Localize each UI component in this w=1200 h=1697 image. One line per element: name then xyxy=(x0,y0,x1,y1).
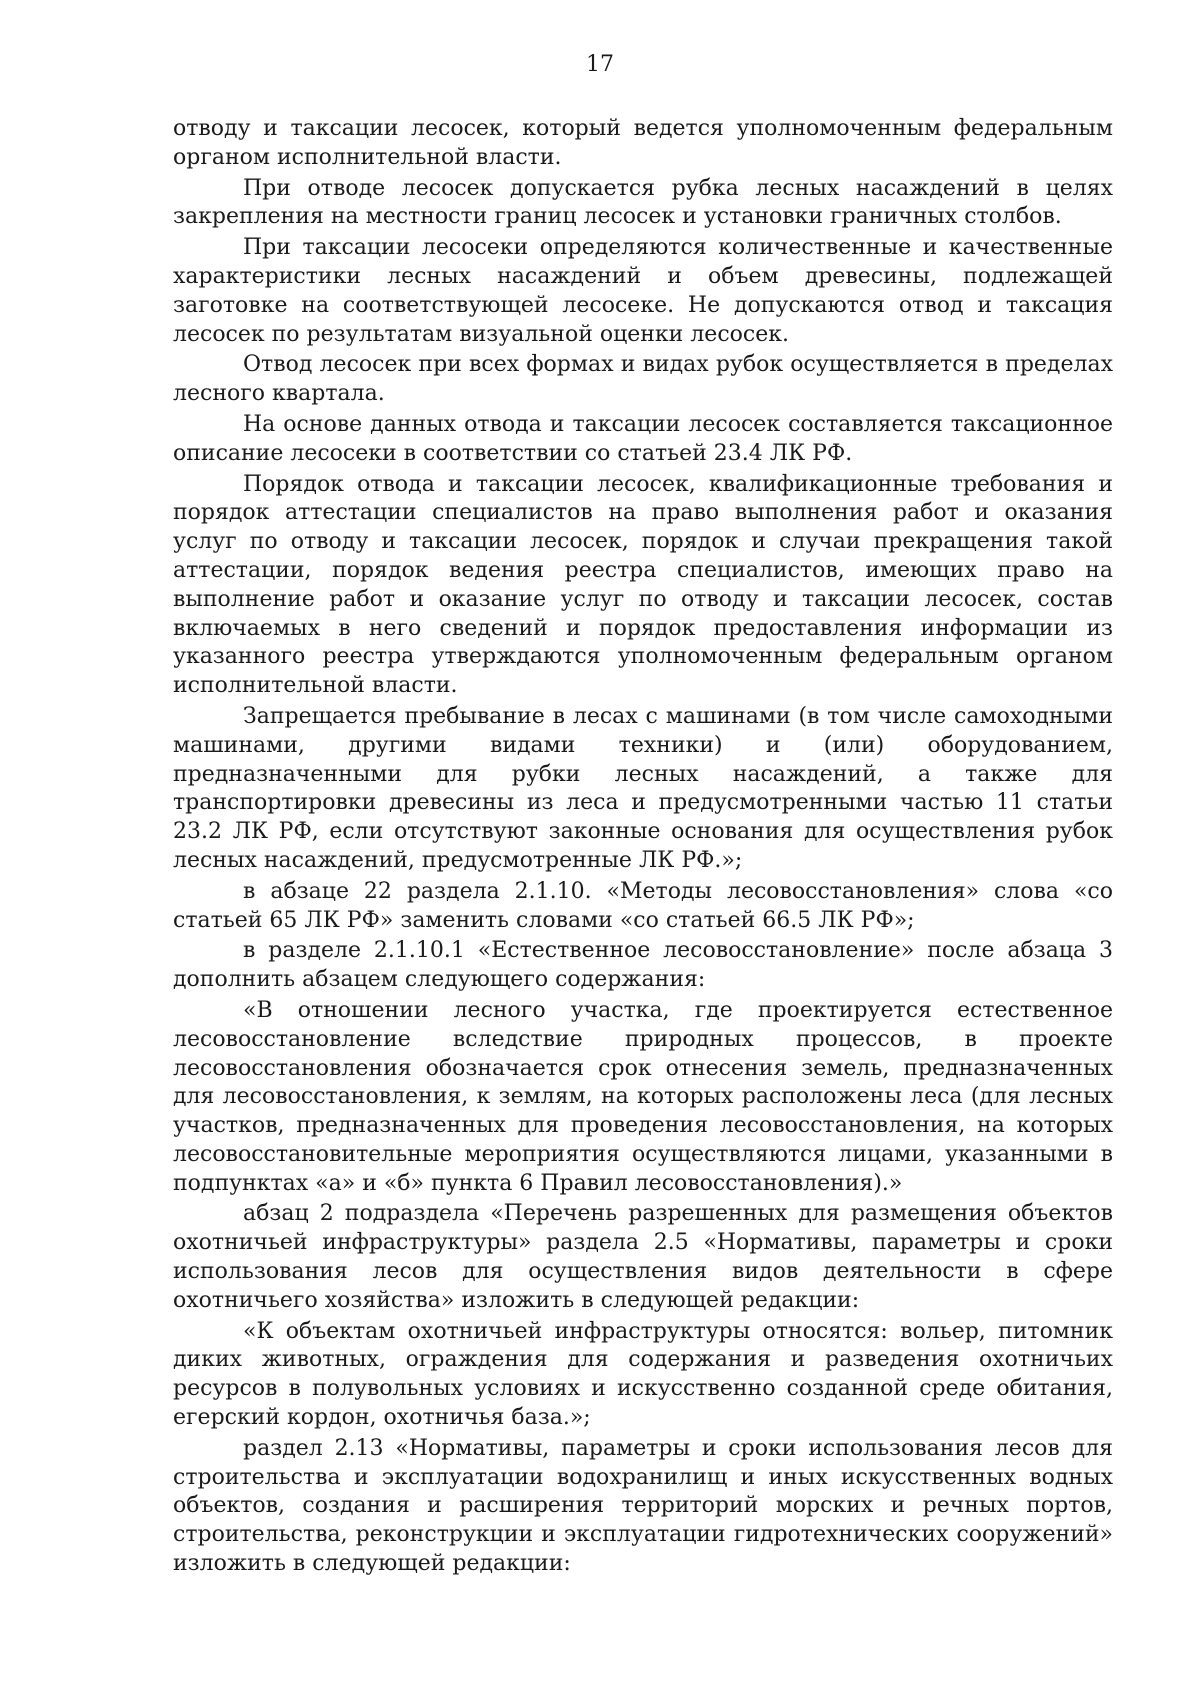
page-number: 17 xyxy=(586,52,614,77)
document-body xyxy=(173,115,1113,1581)
paragraph-natural-reforestation: «В отношении лесного участка, где проектируется естественное лесовосстановление вследствие природных процессов, в проекте лесовосстановления обозначается срок отнесения земель, предназначенных для лесовосстановления, к землям, на которых расположены леса (для лесных участков, предназначенных для проведения лесовосстановления, на которых лесовосстановительные мероприятия осуществляются лицами, указанными в подпунктах «а» и «б» пункта 6 Правил лесовосстановления).» xyxy=(173,997,1113,1196)
paragraph-hunting-infrastructure: «К объектам охотничьей инфраструктуры относятся: вольер, питомник диких животных, ограждения для содержания и разведения охотничьих ресурсов в полувольных условиях и искусственно созданной среде обитания, егерский кордон, охотничья база.»; xyxy=(173,1318,1113,1431)
paragraph-amendment-2-13: раздел 2.13 «Нормативы, параметры и сроки использования лесов для строительства и эксплуатации водохранилищ и иных искусственных водных объектов, создания и расширения территорий морских и речных портов, строительства, реконструкции и эксплуатации гидротехнических сооружений» изложить в следующей редакции: xyxy=(173,1435,1113,1577)
paragraph-amendment-2-1-10-1: в разделе 2.1.10.1 «Естественное лесовосстановление» после абзаца 3 дополнить абзацем следующего содержания: xyxy=(173,938,1113,993)
paragraph-procedure: Порядок отвода и таксации лесосек, квалификационные требования и порядок аттестации специалистов на право выполнения работ и оказания услуг по отводу и таксации лесосек, порядок и случаи прекращения такой аттестации, порядок ведения реестра специалистов, имеющих право на выполнение работ и оказание услуг по отводу и таксации лесосек, состав включаемых в него сведений и порядок предоставления информации из указанного реестра утверждаются уполномоченным федеральным органом исполнительной власти. xyxy=(173,471,1113,699)
paragraph-allotment-felling: При отводе лесосек допускается рубка лесных насаждений в целях закрепления на местности границ лесосек и установки граничных столбов. xyxy=(173,175,1113,230)
paragraph-amendment-2-5: абзац 2 подраздела «Перечень разрешенных для размещения объектов охотничьей инфраструктуры» раздела 2.5 «Нормативы, параметры и сроки использования лесов для осуществления видов деятельности в сфере охотничьего хозяйства» изложить в следующей редакции: xyxy=(173,1201,1113,1313)
paragraph-prohibition: Запрещается пребывание в лесах с машинами (в том числе самоходными машинами, другими видами техники) и (или) оборудованием, предназначенными для рубки лесных насаждений, а также для транспортировки древесины из леса и предусмотренными частью 11 статьи 23.2 ЛК РФ, если отсутствуют законные основания для осуществления рубок лесных насаждений, предусмотренные ЛК РФ.»; xyxy=(173,703,1113,873)
paragraph-taxation: При таксации лесосеки определяются количественные и качественные характеристики лесных насаждений и объем древесины, подлежащей заготовке на соответствующей лесосеке. Не допускаются отвод и таксация лесосек по результатам визуальной оценки лесосек. xyxy=(173,235,1113,347)
paragraph-amendment-2-1-10: в абзаце 22 раздела 2.1.10. «Методы лесовосстановления» слова «со статьей 65 ЛК РФ» заменить словами «со статьей 66.5 ЛК РФ»; xyxy=(173,878,1113,933)
paragraph-allotment-quarter: Отвод лесосек при всех формах и видах рубок осуществляется в пределах лесного квартала. xyxy=(173,352,1113,407)
paragraph-continuation: отводу и таксации лесосек, который ведется уполномоченным федеральным органом исполнительной власти. xyxy=(173,116,1113,170)
paragraph-taxation-description: На основе данных отвода и таксации лесосек составляется таксационное описание лесосеки в соответствии со статьей 23.4 ЛК РФ. xyxy=(173,411,1113,466)
